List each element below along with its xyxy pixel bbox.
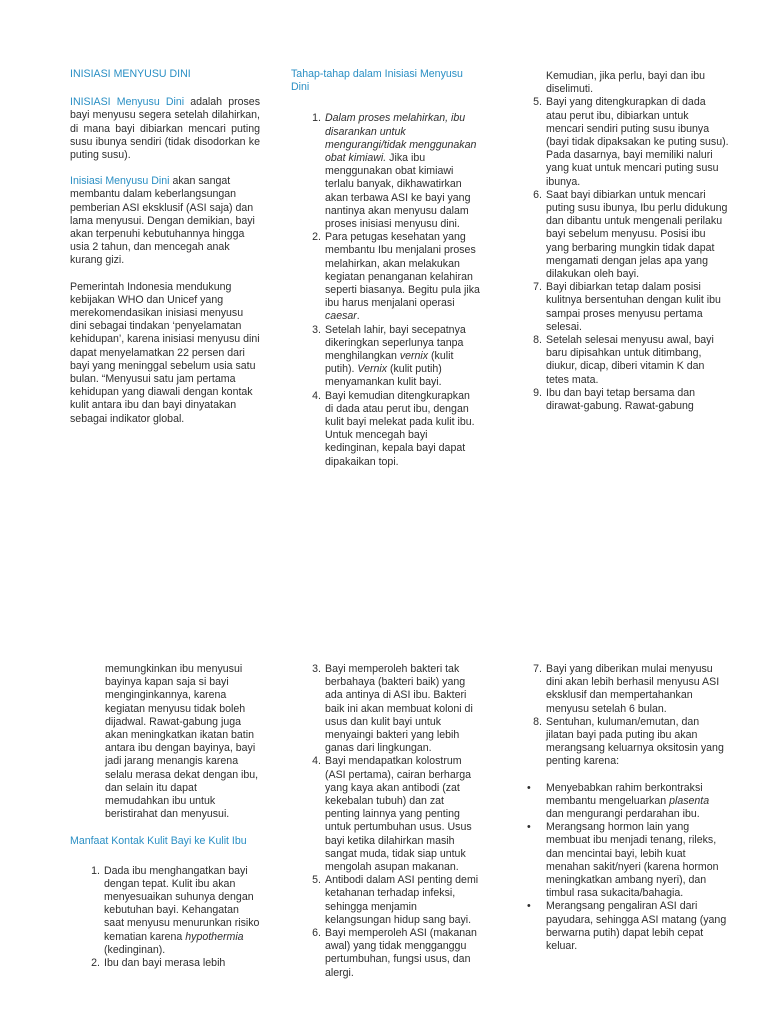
list-text: Antibodi dalam ASI penting demi ketahanan terhadap infeksi, sehingga menjamin kelangsungan hidup sang bayi.	[325, 874, 479, 926]
list-text: Saat bayi dibiarkan untuk mencari puting susu ibunya, Ibu perlu didukung dan dibantu untuk mengenali perilaku bayi sebelum menyusu. Posisi ibu yang berbaring mungkin tidak dapat mengamati dengan jelas apa yang dilakukan oleh bayi.	[546, 188, 728, 281]
list-text: Setelah lahir, bayi secepatnya dikeringkan seperlunya tanpa menghilangkan	[325, 323, 466, 363]
bullet-item	[524, 900, 729, 953]
page2-column-1	[70, 663, 260, 970]
list-item	[524, 663, 729, 716]
bullet-text: Menyebabkan rahim berkontraksi membantu mengeluarkan	[546, 781, 703, 807]
italic-text: vernix	[399, 350, 429, 363]
list-item	[303, 874, 481, 927]
section-heading: Manfaat Kontak Kulit Bayi ke Kulit Ibu	[70, 835, 247, 848]
list-item	[303, 390, 481, 469]
list-text: Dada ibu menghangatkan bayi dengan tepat. Kulit ibu akan menyesuaikan suhunya dengan kebutuhan bayi. Kehangatan saat menyusu menurunkan risiko kematian karena	[104, 864, 260, 943]
list-number: 9.	[533, 386, 542, 399]
list-item	[524, 281, 729, 334]
paragraph-asi	[70, 175, 260, 267]
list-item	[303, 324, 481, 390]
list-number: 5.	[312, 874, 321, 887]
italic-text: caesar	[325, 310, 357, 323]
list-text: Ibu dan bayi merasa lebih	[104, 957, 226, 970]
bullet-text: Merangsang hormon lain yang membuat ibu menjadi tenang, rileks, dan mencintai bayi, lebih kuat menahan sakit/nyeri (karena hormon meningkatkan ambang nyeri), dan timbul rasa sukacita/bahagia.	[546, 821, 719, 900]
list-number: 1.	[91, 864, 100, 877]
list-text: (kedinginan).	[104, 943, 166, 956]
list-text: Para petugas kesehatan yang membantu Ibu menjalani proses melahirkan, akan melakukan kegiatan penanganan kelahiran seperti biasanya. Begitu pula jika ibu harus menjalani operasi	[325, 231, 480, 310]
list-number: 2.	[312, 231, 321, 244]
list-text: Bayi memperoleh ASI (makanan awal) yang tidak mengganggu pertumbuhan, fungsi usus, dan alergi.	[325, 927, 477, 979]
paragraph-text: adalah proses bayi menyusu segera setelah dilahirkan, di mana bayi dibiarkan mencari puting susu ibunya sendiri (tidak disodorkan ke puting susu).	[70, 96, 260, 162]
list-text: Bayi yang ditengkurapkan di dada atau perut ibu, dibiarkan untuk mencari sendiri puting susu ibunya (bayi tidak dipaksakan ke puting susu). Pada dasarnya, bayi memiliki naluri yang kuat untuk mencari puting susu ibunya.	[546, 96, 729, 188]
bullet-item	[524, 821, 729, 900]
list-number: 3.	[312, 323, 321, 336]
italic-text: Dalam proses melahirkan, ibu disarankan untuk mengurangi/tidak menggunakan obat kimiawi.	[325, 112, 477, 165]
paragraph-intro	[70, 96, 260, 162]
paragraph-government: Pemerintah Indonesia mendukung kebijakan WHO dan Unicef yang merekomendasikan inisiasi menyusu dini sebagai tindakan ‘penyelamatan kehidupan’, karena inisiasi menyusu dini dapat menyelamatkan 22 persen dari bayi yang meninggal sebelum usia satu bulan. “Menyusui satu jam pertama kehidupan yang diawali dengan kontak kulit antara ibu dan bayi dinyatakan sebagai indikator global.	[70, 280, 260, 425]
list-text: Ibu dan bayi tetap bersama dan dirawat-gabung. Rawat-gabung	[546, 386, 696, 413]
highlight-term: INISIASI Menyusu Dini	[70, 96, 185, 109]
list-text: Jika ibu menggunakan obat kimiawi terlalu banyak, dikhawatirkan akan terbawa ASI ke bayi yang nantinya akan menyusu dalam proses inisiasi menyusu dini.	[325, 152, 471, 231]
continued-text: Kemudian, jika perlu, bayi dan ibu diselimuti.	[546, 70, 706, 96]
list-text: Bayi dibiarkan tetap dalam posisi kulitnya bersentuhan dengan kulit ibu sampai proses menyusu pertama selesai.	[546, 281, 721, 333]
bullet-text: Merangsang pengaliran ASI dari payudara, sehingga ASI matang (yang berwarna putih) dapat lebih cepat keluar.	[546, 900, 727, 953]
italic-text: Vernix	[357, 363, 388, 376]
list-number: 6.	[312, 927, 321, 940]
list-text: (kulit putih).	[325, 350, 454, 376]
page1-column-1	[70, 68, 260, 439]
page1-column-2	[291, 68, 481, 469]
list-item	[524, 334, 729, 387]
list-text: Bayi yang diberikan mulai menyusu dini akan lebih berhasil menyusu ASI eksklusif dan mempertahankan menyusu setelah 6 bulan.	[546, 663, 720, 715]
bullet-icon: •	[527, 781, 531, 794]
bullet-item	[524, 782, 729, 822]
list-item	[82, 865, 260, 957]
list-number: 4.	[312, 389, 321, 402]
list-text: Bayi memperoleh bakteri tak berbahaya (bakteri baik) yang ada antinya di ASI ibu. Bakteri baik ini akan membuat koloni di usus dan kulit bayi untuk menyaingi bakteri yang lebih ganas dari lingkungan.	[325, 663, 473, 755]
page1-column-3	[524, 70, 729, 413]
list-item	[524, 96, 729, 188]
page2-column-2	[303, 663, 481, 980]
italic-text: hypothermia	[185, 930, 244, 943]
section-heading: INISIASI MENYUSU DINI	[70, 68, 191, 80]
list-number: 4.	[312, 755, 321, 768]
list-item	[524, 189, 729, 281]
paragraph-text: akan sangat membantu dalam keberlangsungan pemberian ASI eksklusif (ASI saja) dan lama menyusui. Dengan demikian, bayi akan terpenuhi kebutuhannya hingga usia 2 tahun, dan mencegah anak kurang gizi.	[70, 175, 255, 267]
italic-text: plasenta	[669, 794, 710, 807]
list-text: Sentuhan, kuluman/emutan, dan jilatan bayi pada puting ibu akan merangsang keluarnya oksitosin yang penting karena:	[546, 715, 724, 768]
list-text: Setelah selesai menyusu awal, bayi baru dipisahkan untuk ditimbang, diukur, dicap, diberi vitamin K dan tetes mata.	[546, 334, 714, 386]
list-item	[303, 755, 481, 874]
continued-text: memungkinkan ibu menyusui bayinya kapan saja si bayi menginginkannya, karena kegiatan menyusu tidak boleh dijadwal. Rawat-gabung juga akan meningkatkan ikatan batin antara ibu dengan bayinya, bayi jadi jarang menangis karena selalu merasa dekat dengan ibu, dan selain itu dapat memudahkan ibu untuk beristirahat dan menyusui.	[105, 663, 259, 821]
list-number: 8.	[533, 715, 542, 728]
list-item	[82, 957, 260, 970]
bullet-text: dan mengurangi perdarahan ibu.	[546, 808, 700, 821]
list-item	[303, 927, 481, 980]
list-number: 7.	[533, 663, 542, 675]
highlight-term: Inisiasi Menyusu Dini	[70, 175, 170, 188]
list-item	[524, 387, 729, 413]
list-number: 7.	[533, 281, 542, 294]
list-number: 2.	[91, 957, 100, 970]
section-heading: Tahap-tahap dalam Inisiasi Menyusu Dini	[291, 68, 463, 94]
list-text: Bayi kemudian ditengkurapkan di dada atau perut ibu, dengan kulit bayi melekat pada kulit ibu. Untuk mencegah bayi kedinginan, kepala bayi dapat dipakaikan topi.	[325, 389, 475, 468]
list-item	[524, 716, 729, 769]
list-number: 6.	[533, 188, 542, 201]
list-number: 5.	[533, 96, 542, 109]
list-number: 1.	[312, 112, 321, 125]
list-item	[303, 663, 481, 755]
list-text: .	[356, 310, 360, 323]
list-number: 3.	[312, 663, 321, 675]
page2-column-3	[524, 663, 729, 953]
bullet-icon: •	[527, 821, 531, 834]
list-item	[303, 231, 481, 323]
bullet-icon: •	[527, 900, 531, 913]
list-item	[303, 112, 481, 231]
list-text: Bayi mendapatkan kolostrum (ASI pertama), cairan berharga yang kaya akan antibodi (zat kekebalan tubuh) dan zat penting lainnya yang penting untuk pertumbuhan usus. Usus bayi ketika dilahirkan masih sangat muda, tidak siap untuk mengolah asupan makanan.	[325, 755, 472, 874]
list-number: 8.	[533, 334, 542, 347]
list-text: (kulit putih) menyamankan kulit bayi.	[325, 363, 442, 389]
